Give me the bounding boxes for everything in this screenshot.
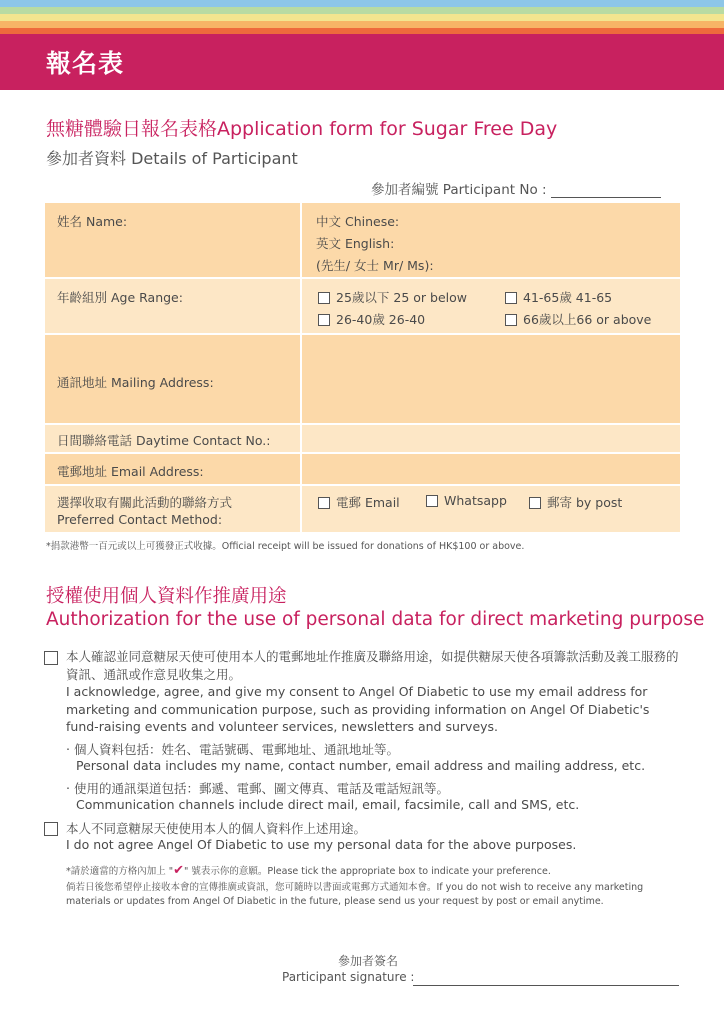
row-contact-method xyxy=(45,486,680,532)
contact-label-zh: 選擇收取有關此活動的聯絡方式 xyxy=(57,495,233,510)
name-value-cell[interactable] xyxy=(302,203,680,277)
name-label: 姓名 Name: xyxy=(57,214,128,229)
stripe-orange xyxy=(0,21,724,28)
phone-label-cell xyxy=(45,425,300,452)
disagree-text-zh: 本人不同意糖尿天使使用本人的個人資料作上述用途。 xyxy=(66,821,367,836)
opt-out-note: 倘若日後您希望停止接收本會的宣傳推廣或資訊，您可隨時以書面或電郵方式通知本會。If you do not wish to receive any marketing materials or updates from Angel Of Diabetic in the future, please send us your request by post or email anytime. xyxy=(66,882,644,907)
signature-label-zh: 參加者簽名 xyxy=(338,954,399,968)
checkbox[interactable] xyxy=(318,314,330,326)
contact-option-label: Whatsapp xyxy=(444,493,507,508)
row-email xyxy=(45,454,680,484)
disagree-checkbox[interactable] xyxy=(44,822,58,836)
tick-note-pre: *請於適當的方格內加上 " xyxy=(66,866,174,877)
age-option-25-below[interactable] xyxy=(318,288,467,306)
contact-option-label: 電郵 Email xyxy=(336,495,400,510)
age-option-26-40[interactable] xyxy=(318,310,425,328)
contact-option-label: 郵寄 by post xyxy=(547,495,623,510)
email-label: 電郵地址 Email Address: xyxy=(57,464,204,479)
contact-label-cell xyxy=(45,486,300,532)
participant-no xyxy=(371,178,661,198)
address-label-cell xyxy=(45,335,300,423)
age-option-label: 26-40歲 26-40 xyxy=(336,312,426,327)
header-banner xyxy=(0,34,724,90)
row-address xyxy=(45,335,680,423)
name-label-cell xyxy=(45,203,300,277)
checkbox[interactable] xyxy=(426,495,438,507)
address-field[interactable] xyxy=(302,335,680,423)
participant-no-field[interactable] xyxy=(551,183,661,198)
bullet2-en: Communication channels include direct mail, email, facsimile, call and SMS, etc. xyxy=(76,797,580,812)
authorization-title-zh: 授權使用個人資料作推廣用途 xyxy=(46,586,287,607)
checkbox[interactable] xyxy=(318,497,330,509)
name-chinese-label: 中文 Chinese: xyxy=(316,214,400,229)
checkmark-icon: ✔ xyxy=(173,863,185,878)
address-label: 通訊地址 Mailing Address: xyxy=(57,375,214,390)
disagree-text-en: I do not agree Angel Of Diabetic to use my personal data for the above purposes. xyxy=(66,837,577,852)
tick-note-post: " 號表示你的意願。Please tick the appropriate box to indicate your preference. xyxy=(184,866,551,877)
age-option-label: 25歲以下 25 or below xyxy=(336,290,467,305)
age-option-label: 66歲以上66 or above xyxy=(523,312,652,327)
agree-checkbox[interactable] xyxy=(44,651,58,665)
authorization-title-en: Authorization for the use of personal data for direct marketing purpose xyxy=(46,609,705,630)
header-title: 報名表 xyxy=(46,49,125,78)
contact-option-whatsapp[interactable] xyxy=(426,493,507,508)
phone-field[interactable] xyxy=(302,425,680,452)
name-title-label: (先生/ 女士 Mr/ Ms): xyxy=(316,258,434,273)
age-label-cell xyxy=(45,279,300,333)
agree-text-en: I acknowledge, agree, and give my consent to Angel Of Diabetic to use my email address for marketing and communication purpose, such as providing information on Angel Of Diabetic's fund-raising events and volunteer services, newsletters and surveys. xyxy=(66,684,650,734)
age-option-label: 41-65歲 41-65 xyxy=(523,290,613,305)
form-subtitle: 參加者資料 Details of Participant xyxy=(46,149,298,168)
checkbox[interactable] xyxy=(505,292,517,304)
row-name xyxy=(45,203,680,277)
signature-label-en: Participant signature : xyxy=(282,970,415,984)
contact-value-cell xyxy=(302,486,680,532)
email-label-cell xyxy=(45,454,300,484)
contact-option-email[interactable] xyxy=(318,493,400,511)
phone-label: 日間聯絡電話 Daytime Contact No.: xyxy=(57,433,271,448)
tick-note xyxy=(66,864,680,879)
form-title: 無糖體驗日報名表格Application form for Sugar Free Day xyxy=(46,118,558,140)
row-age xyxy=(45,279,680,333)
checkbox[interactable] xyxy=(318,292,330,304)
age-value-cell xyxy=(302,279,680,333)
age-option-66-above[interactable] xyxy=(505,310,651,328)
stripe-green xyxy=(0,7,724,14)
age-label: 年齡組別 Age Range: xyxy=(57,290,183,305)
bullet1-zh: ‧ 個人資料包括：姓名、電話號碼、電郵地址、通訊地址等。 xyxy=(66,742,399,757)
stripe-yellow xyxy=(0,14,724,21)
bullet1-en: Personal data includes my name, contact number, email address and mailing address, etc. xyxy=(76,758,646,773)
bullet2-zh: ‧ 使用的通訊渠道包括：郵遞、電郵、圖文傳真、電話及電話短訊等。 xyxy=(66,781,449,796)
row-phone xyxy=(45,425,680,452)
checkbox[interactable] xyxy=(529,497,541,509)
stripe-blue xyxy=(0,0,724,7)
participant-no-label: 參加者編號 Participant No : xyxy=(371,182,547,198)
receipt-note: *捐款港幣一百元或以上可獲發正式收據。Official receipt will be issued for donations of HK$100 or above. xyxy=(46,541,525,552)
checkbox[interactable] xyxy=(505,314,517,326)
contact-label-en: Preferred Contact Method: xyxy=(57,512,223,527)
contact-option-post[interactable] xyxy=(529,493,622,511)
signature-field[interactable] xyxy=(413,985,679,986)
agree-text-zh: 本人確認並同意糖尿天使可使用本人的電郵地址作推廣及聯絡用途，如提供糖尿天使各項籌款活動及義工服務的資訊、通訊或作意見收集之用。 xyxy=(66,649,679,682)
age-option-41-65[interactable] xyxy=(505,288,612,306)
name-english-label: 英文 English: xyxy=(316,236,395,251)
email-field[interactable] xyxy=(302,454,680,484)
